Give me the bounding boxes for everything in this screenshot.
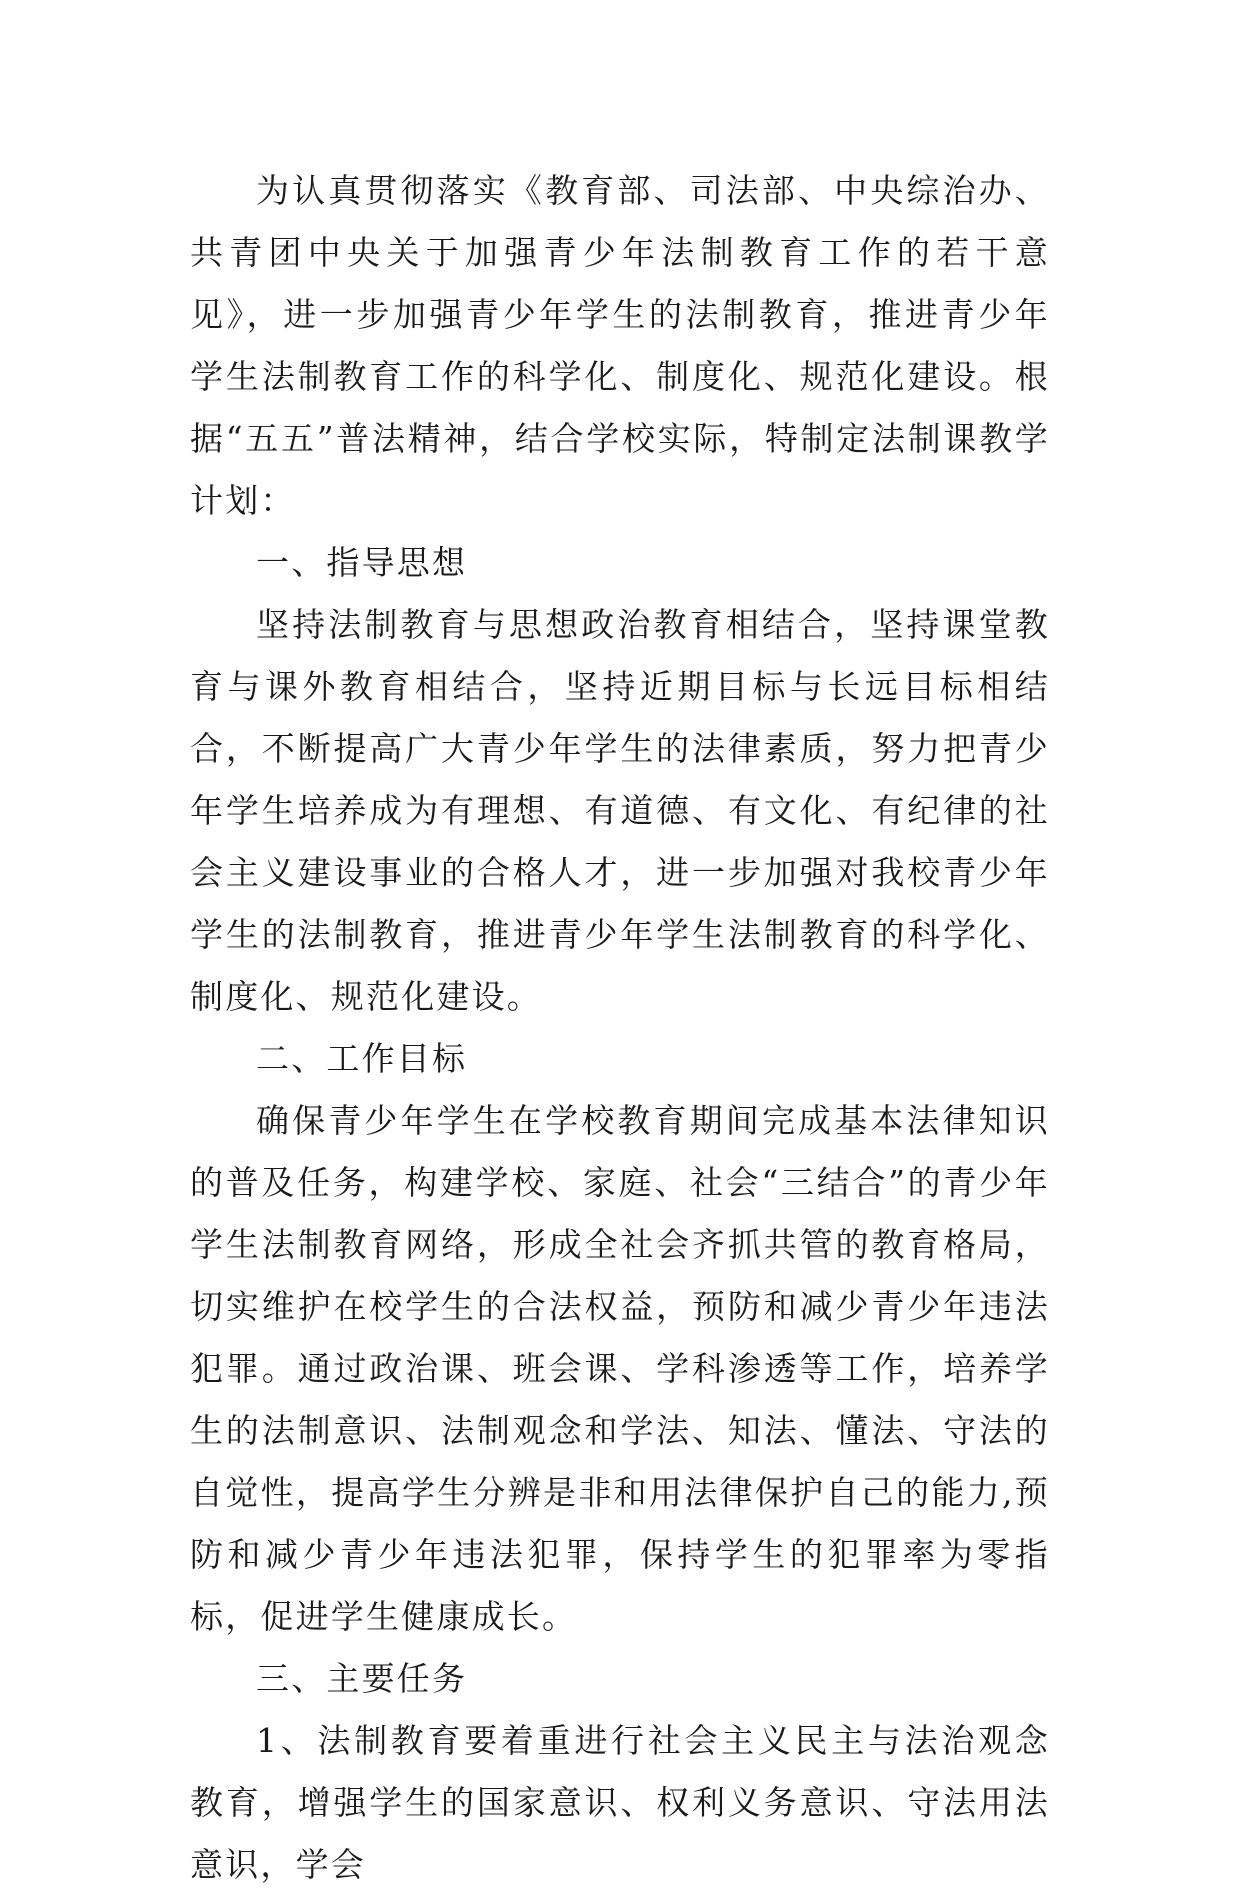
document-body <box>190 160 1050 1896</box>
section-heading-work-goals: 二、工作目标 <box>256 1039 468 1078</box>
guiding-ideology-paragraph: 坚持法制教育与思想政治教育相结合，坚持课堂教育与课外教育相结合，坚持近期目标与长远目标相结合，不断提高广大青少年学生的法律素质，努力把青少年学生培养成为有理想、有道德、有文化、有纪律的社会主义建设事业的合格人才，进一步加强对我校青少年学生的法制教育，推进青少年学生法制教育的科学化、制度化、规范化建设。 <box>190 605 1050 1016</box>
section-heading-main-tasks: 三、主要任务 <box>256 1659 468 1698</box>
intro-paragraph: 为认真贯彻落实《教育部、司法部、中央综治办、共青团中央关于加强青少年法制教育工作的若干意见》，进一步加强青少年学生的法制教育，推进青少年学生法制教育工作的科学化、制度化、规范化建设。根据“五五”普法精神，结合学校实际，特制定法制课教学计划： <box>190 171 1050 520</box>
section-heading-guiding-ideology: 一、指导思想 <box>256 543 468 582</box>
work-goals-paragraph: 确保青少年学生在学校教育期间完成基本法律知识的普及任务，构建学校、家庭、社会“三结合”的青少年学生法制教育网络，形成全社会齐抓共管的教育格局，切实维护在校学生的合法权益，预防和减少青少年违法犯罪。通过政治课、班会课、学科渗透等工作，培养学生的法制意识、法制观念和学法、知法、懂法、守法的自觉性，提高学生分辨是非和用法律保护自己的能力,预防和减少青少年违法犯罪，保持学生的犯罪率为零指标，促进学生健康成长。 <box>190 1101 1050 1636</box>
main-tasks-item-1: 1、法制教育要着重进行社会主义民主与法治观念教育，增强学生的国家意识、权利义务意识、守法用法意识，学会 <box>190 1721 1050 1884</box>
